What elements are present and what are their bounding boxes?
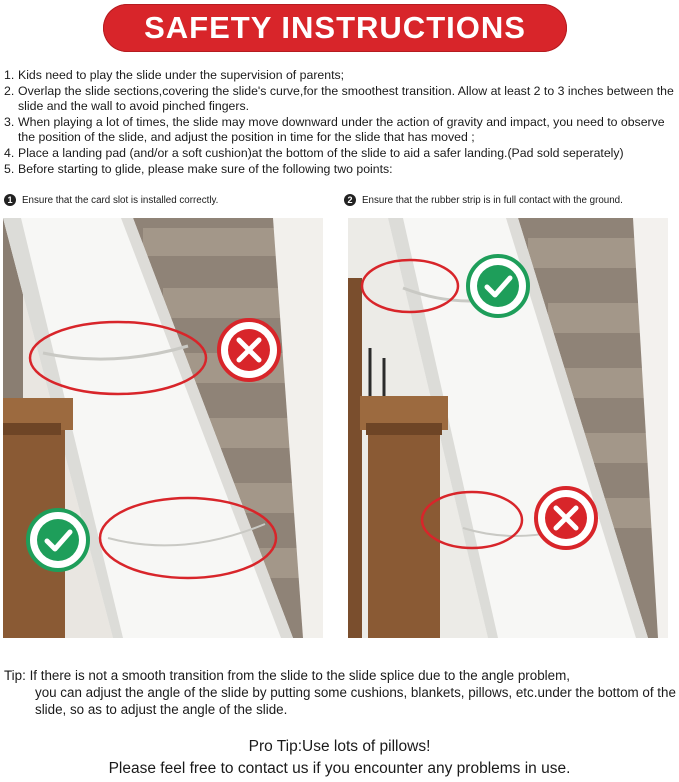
check-icon (28, 510, 88, 570)
list-item: 1. Kids need to play the slide under the supervision of parents; (4, 68, 345, 82)
tip-label: Tip: (4, 668, 26, 683)
contact-note: Please feel free to contact us if you encounter any problems in use. (108, 760, 571, 777)
list-item: 4. Place a landing pad (and/or a soft cushion)at the bottom of the slide to aid a safer landing.(Pad sold seperately) (4, 145, 624, 160)
step-2-caption (344, 194, 623, 206)
cross-icon (536, 488, 596, 548)
pro-tip: Pro Tip:Use lots of pillows! (248, 738, 431, 755)
list-item: 3. When playing a lot of times, the slide may move downward under the action of gravity and impact, you need to observe the position of the slide, and adjust the position in time for the slide that has moved ; (4, 114, 665, 145)
title-banner (103, 4, 567, 52)
step-2-text: Ensure that the rubber strip is in full contact with the ground. (362, 194, 623, 206)
list-item: 5. Before starting to glide, please make sure of the following two points: (4, 161, 393, 176)
safety-rules-list (4, 68, 676, 177)
tip-paragraph (4, 667, 676, 718)
card-slot-photo (3, 218, 323, 638)
step-1-text: Ensure that the card slot is installed correctly. (22, 194, 219, 206)
cross-icon (219, 320, 279, 380)
step-1-caption (4, 194, 218, 206)
card-slot-illustration (3, 218, 323, 638)
tip-continued: you can adjust the angle of the slide by putting some cushions, blankets, pillows, etc.under the bottom of the slide, so as to adjust the angle of the slide. (35, 685, 676, 717)
rubber-strip-photo (348, 218, 668, 638)
step-1-badge: 1 (4, 194, 16, 206)
tip-first-line: If there is not a smooth transition from the slide to the slide splice due to the angle problem, (29, 668, 570, 683)
list-item: 2. Overlap the slide sections,covering the slide's curve,for the smoothest transition. Allow at least 2 to 3 inches between the slide and the wall to avoid pinched fingers. (4, 83, 674, 114)
step-2-badge: 2 (344, 194, 356, 206)
rubber-strip-illustration (348, 218, 668, 638)
page-title: SAFETY INSTRUCTIONS (144, 10, 526, 45)
check-icon (468, 256, 528, 316)
